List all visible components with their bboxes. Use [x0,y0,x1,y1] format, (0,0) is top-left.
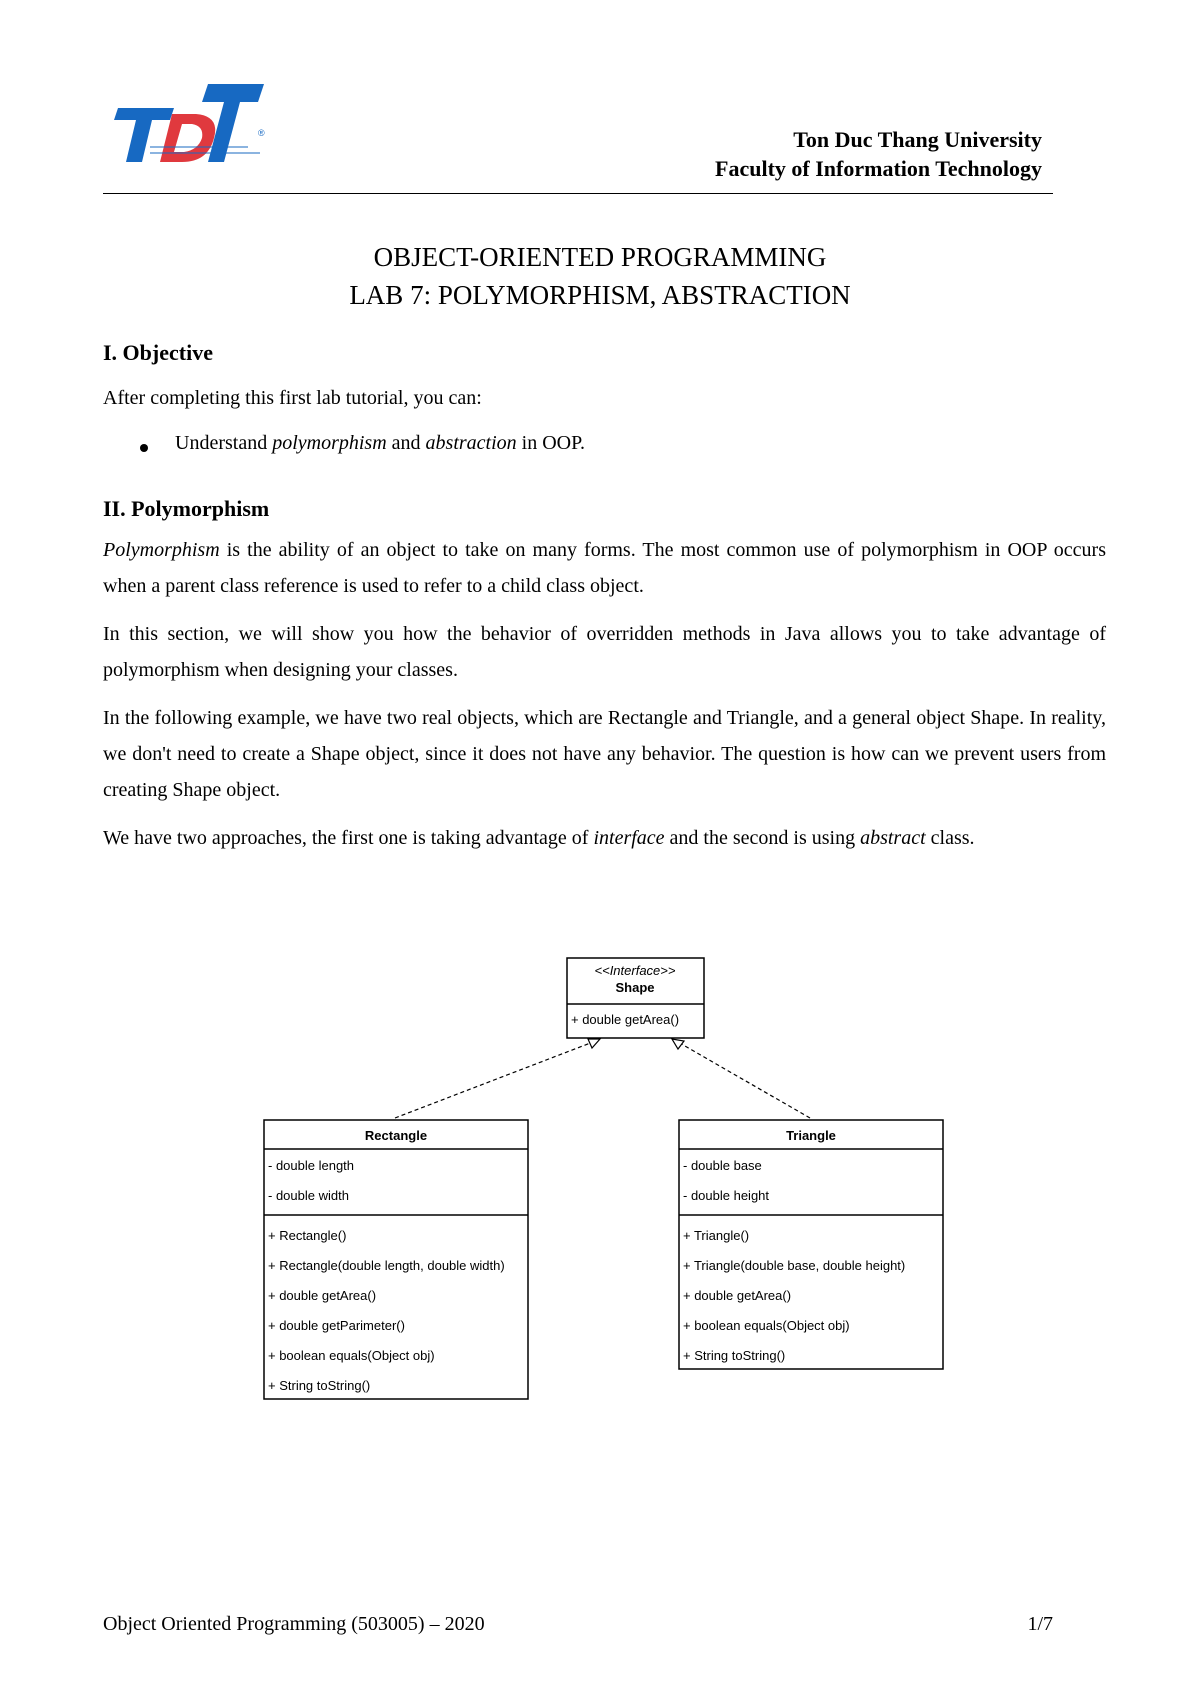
uml-class-triangle [679,1120,943,1369]
course-title: OBJECT-ORIENTED PROGRAMMING [373,242,827,272]
page-number: 1/7 [1027,1613,1053,1635]
triangle-method: + String toString() [683,1348,786,1363]
footer-course: Object Oriented Programming (503005) – 2020 [103,1613,485,1635]
shape-class-name: Shape [615,980,655,995]
shape-method: + double getArea() [571,1012,680,1027]
realization-arrow-rectangle [395,1039,600,1118]
svg-text:®: ® [258,128,265,138]
triangle-method: + Triangle(double base, double height) [683,1258,906,1273]
triangle-method: + double getArea() [683,1288,792,1303]
uml-class-rectangle [264,1120,528,1399]
shape-stereotype: <<Interface>> [594,963,676,978]
objective-intro: After completing this first lab tutorial, you can: [103,387,482,409]
rectangle-method: + String toString() [268,1378,371,1393]
rectangle-method: + Rectangle() [268,1228,347,1243]
paragraph: In the following example, we have two real objects, which are Rectangle and Triangle, and a general object Shape. In reality, we don't need to create a Shape object, since it does not have any behavior. The question is how can we prevent users from creating Shape object. [103,707,1106,801]
triangle-field: - double height [683,1188,770,1203]
faculty-name: Faculty of Information Technology [715,156,1042,181]
lab-title: LAB 7: POLYMORPHISM, ABSTRACTION [349,280,851,310]
rectangle-method: + double getParimeter() [268,1318,405,1333]
objective-bullet: Understand polymorphism and abstraction in OOP. [175,432,586,454]
rectangle-field: - double length [268,1158,355,1173]
triangle-field: - double base [683,1158,762,1173]
triangle-method: + Triangle() [683,1228,750,1243]
section-heading-polymorphism: II. Polymorphism [103,496,270,521]
rectangle-class-name: Rectangle [364,1128,428,1143]
realization-arrow-triangle [672,1039,810,1118]
rectangle-method: + double getArea() [268,1288,377,1303]
section-heading-objective: I. Objective [103,340,213,365]
paragraph: In this section, we will show you how the behavior of overridden methods in Java allows you to take advantage of polymorphism when designing your classes. [103,623,1106,681]
rectangle-field: - double width [268,1188,349,1203]
triangle-class-name: Triangle [786,1128,836,1143]
university-name: Ton Duc Thang University [793,127,1042,152]
rectangle-method: + boolean equals(Object obj) [268,1348,435,1363]
rectangle-method: + Rectangle(double length, double width) [268,1258,505,1273]
paragraph: Polymorphism is the ability of an object to take on many forms. The most common use of polymorphism in OOP occurs when a parent class reference is used to refer to a child class object. [103,539,1106,597]
triangle-method: + boolean equals(Object obj) [683,1318,850,1333]
paragraph: We have two approaches, the first one is taking advantage of interface and the second is using abstract class. [103,827,975,849]
uml-class-shape [567,958,704,1038]
